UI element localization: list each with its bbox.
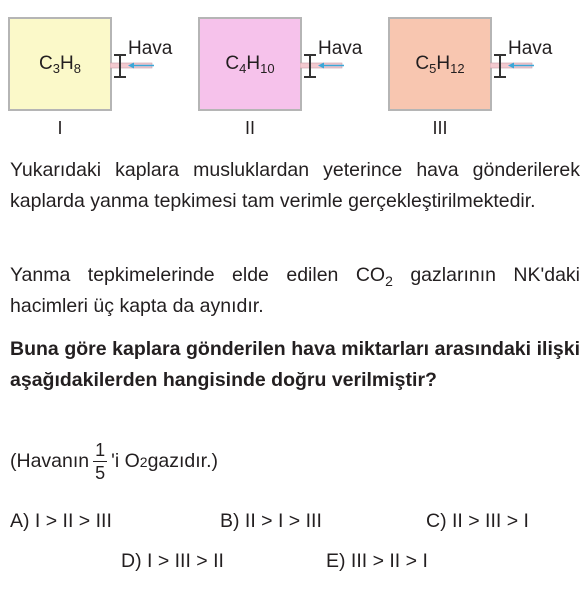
option-a[interactable]: A) I > II > III <box>10 510 112 532</box>
vessel-label-2: II <box>244 118 255 138</box>
option-c[interactable]: C) II > III > I <box>426 510 529 532</box>
fraction-one-fifth: $\frac{1}{5}$ <box>95 440 106 483</box>
question-text: Buna göre kaplara gönderilen hava miktarları arasındaki ilişki aşağıdakilerden hangisinde doğru verilmiştir? <box>10 338 580 391</box>
option-b[interactable]: B) II > I > III <box>220 510 322 532</box>
vessel-1 <box>8 17 112 111</box>
air-composition-note: (Havanın $\frac{1}{5}$ 'i O 2 gazıdır.) <box>10 440 219 483</box>
formula-c3h8: $C_3H_8$ <box>39 53 81 76</box>
intro-paragraph: Yukarıdaki kaplara musluklardan yeterince hava gönderilerek kaplarda yanma tepkimesi tam verimle gerçekleştirilmektedir. <box>10 159 580 212</box>
co2-paragraph: Yanma tepkimelerinde elde edilen $CO_2$ gazlarının NK'daki hacimleri üç kapta da aynıdır. <box>10 264 580 317</box>
formula-c5h12: $C_5H_{12}$ <box>415 53 465 76</box>
air-label: Hava <box>508 38 553 59</box>
option-e[interactable]: E) III > II > I <box>326 550 428 572</box>
vessel-3 <box>388 17 492 111</box>
vessel-2 <box>198 17 302 111</box>
air-label: Hava <box>128 38 173 59</box>
air-label: Hava <box>318 38 363 59</box>
formula-c4h10: $C_4H_{10}$ <box>225 53 275 76</box>
vessel-label-1: I <box>57 118 63 138</box>
option-d[interactable]: D) I > III > II <box>121 550 224 572</box>
vessel-label-3: III <box>432 118 448 138</box>
